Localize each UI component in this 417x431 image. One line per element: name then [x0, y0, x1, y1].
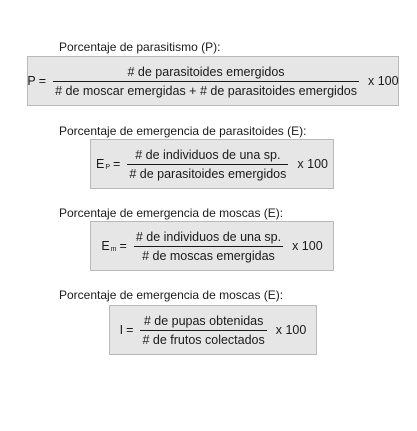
- lhs-subscript: P: [105, 163, 111, 171]
- formula-lhs: [27, 74, 46, 88]
- numerator: # de pupas obtenidas: [143, 313, 264, 328]
- fraction: [134, 230, 283, 263]
- lhs-symbol: I: [119, 323, 124, 337]
- formula-box-parasitism: [27, 56, 399, 106]
- equals-sign: =: [113, 157, 121, 171]
- numerator: # de parasitoides emergidos: [127, 64, 285, 79]
- lhs-symbol: E: [96, 157, 105, 171]
- heading-fly-emergence: Porcentaje de emergencia de moscas (E):: [59, 206, 284, 220]
- formula-box-fly-emergence: [90, 221, 334, 271]
- multiplier: x 100: [275, 323, 307, 337]
- fraction: [140, 314, 266, 347]
- numerator: # de individuos de una sp.: [135, 229, 282, 244]
- multiplier: x 100: [292, 239, 323, 253]
- denominator: # de moscar emergidas + # de parasitoides emergidos: [55, 83, 357, 98]
- formula-lhs: [96, 157, 120, 171]
- multiplier: x 100: [297, 157, 328, 171]
- denominator: # de moscas emergidas: [142, 248, 275, 263]
- formula-lhs: [120, 323, 134, 337]
- lhs-subscript: m: [110, 245, 117, 253]
- multiplier: x 100: [367, 74, 399, 88]
- numerator: # de individuos de una sp.: [135, 147, 281, 162]
- lhs-symbol: P: [27, 74, 36, 88]
- formula-lhs: [101, 239, 127, 253]
- equals-sign: =: [126, 323, 134, 337]
- denominator: # de parasitoides emergidos: [129, 166, 287, 181]
- denominator: # de frutos colectados: [142, 332, 265, 347]
- formula-box-infestation-index: [109, 305, 317, 355]
- formula-box-parasitoid-emergence: [90, 139, 334, 189]
- heading-parasitism: Porcentaje de parasitismo (P):: [59, 40, 221, 54]
- heading-infestation-index: Porcentaje de emergencia de moscas (E):: [59, 288, 284, 302]
- fraction: [127, 148, 288, 181]
- heading-parasitoid-emergence: Porcentaje de emergencia de parasitoides (E):: [59, 124, 307, 138]
- equals-sign: =: [119, 239, 127, 253]
- lhs-symbol: E: [101, 239, 110, 253]
- equals-sign: =: [38, 74, 47, 88]
- fraction: [53, 65, 359, 98]
